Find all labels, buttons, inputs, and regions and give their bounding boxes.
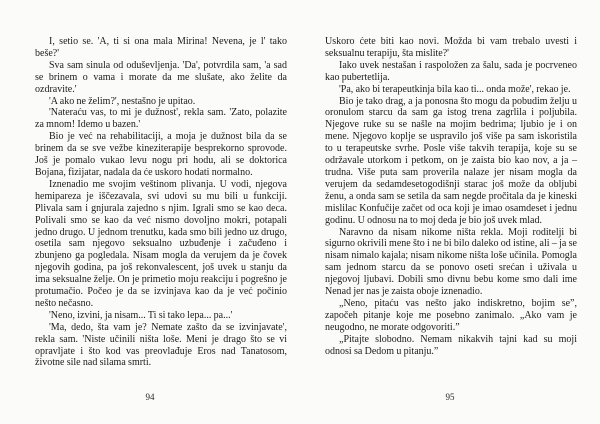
paragraph: Naravno da nisam nikome ništa rekla. Moji roditelji bi sigurno okrivili mene što i ne bi bilo daleko od istine, ali – ja se nisam nimalo kajala; nisam nikome ništa loše učinila. Pomogla sam jednom starcu da se ponovo oseti srećan i uživala u njegovoj ljubavi. Dobili smo divnu bebu kome smo dali ime Nenad jer nas je zaista oboje iznenadio. bbox=[325, 226, 577, 298]
paragraph: Uskoro ćete biti kao novi. Možda bi vam trebalo uvesti i seksualnu terapiju, šta mislite?' bbox=[325, 36, 577, 59]
page-right-text bbox=[325, 36, 577, 357]
paragraph: Sva sam sinula od oduševljenja. 'Da', potvrdila sam, 'a sad se brinem o vama i morate da me slušate, ako želite da ozdravite.' bbox=[35, 59, 287, 95]
page-left-text bbox=[35, 36, 287, 369]
paragraph: „Neno, pitaću vas nešto jako indiskretno, bojim se”, započeh pitanje koje me posebno zanimalo. „Ako vam je neugodno, ne morate odgovoriti.” bbox=[325, 297, 577, 333]
paragraph: Bio je već na rehabilitaciji, a moja je dužnost bila da se brinem da se sve vežbe kineziterapije besprekorno sprovode. Još je pomalo vukao levu nogu pri hodu, ali se doktorica Bojana, fizijatar, nadala da će uskoro hodati normalno. bbox=[35, 131, 287, 178]
page-number-right: 95 bbox=[445, 392, 455, 402]
paragraph: 'A ako ne želim?', nestašno je upitao. bbox=[49, 95, 196, 107]
page-number-left: 94 bbox=[145, 392, 155, 402]
paragraph: 'Neno, izvini, ja nisam... Ti si tako lepa... pa...' bbox=[49, 309, 233, 321]
paragraph: 'Pa, ako bi terapeutkinja bila kao ti... onda može', rekao je. bbox=[339, 83, 571, 95]
paragraph: Bio je tako drag, a ja ponosna što mogu da pobudim želju u oronulom starcu da sam ga istog trena zagrlila i poljubila. Njegove ruke su se našle na mojim bedrima; ljubio je i on mene. Njegovo koplje se uspravilo još više pa sam iskoristila to u terapeutske svrhe. Posle više takvih terapija, koje su se održavale utorkom i petkom, on je zaista bio kao nov, a ja – trudna. Više puta sam proverila nalaze jer nisam mogla da verujem da sedamdesetogodišnji starac još može da obljubi ženu, a onda sam se setila da sam negde pročitala da je kineski mislilac Konfučije začet od oca koji je imao osamdeset i jednu godinu. U odnosu na to moj deda je bio još uvek mlad. bbox=[325, 95, 577, 226]
paragraph: Iznenadio me svojim veštinom plivanja. U vodi, njegova hemipareza je iščezavala, svi udovi su mu bili u funkciji. Plivala sam i gnjurala zajedno s njim. Igrali smo se kao deca. Polivali smo se kao da već nismo dovoljno mokri, potapali jedno drugo. U jednom trenutku, kada smo bili jedno uz drugo, osetila sam njegovo seksualno uzbuđenje i začuđeno i zbunjeno ga pogledala. Nisam mogla da verujem da je čovek njegovih godina, pa još rekonvalescent, još uvek u stanju da ima seksualne želje. On je primetio moju reakciju i pogrešno je protumačio. Počeo je da se izvinjava kao da je već počinio nešto nečasno. bbox=[35, 178, 287, 309]
paragraph: 'Ma, dedo, šta vam je? Nemate zašto da se izvinjavate', rekla sam. 'Niste učinili ništa loše. Meni je drago što se vi opravljate i što kod vas preovlađuje Eros nad Tanatosom, životne sile nad silama smrti. bbox=[35, 321, 287, 369]
page-right bbox=[300, 0, 600, 424]
paragraph: 'Nateraću vas, to mi je dužnost', rekla sam. 'Zato, polazite za mnom! Idemo u bazen.' bbox=[35, 107, 287, 131]
paragraph: Iako uvek nestašan i raspoložen za šalu, sada je pocrveneo kao pubertetlija. bbox=[325, 59, 577, 83]
paragraph: „Pitajte slobodno. Nemam nikakvih tajni kad su moji odnosi sa Dedom u pitanju.” bbox=[325, 333, 577, 357]
paragraph: I, setio se. 'A, ti si ona mala Mirina! Nevena, je l' tako beše?' bbox=[35, 36, 287, 59]
